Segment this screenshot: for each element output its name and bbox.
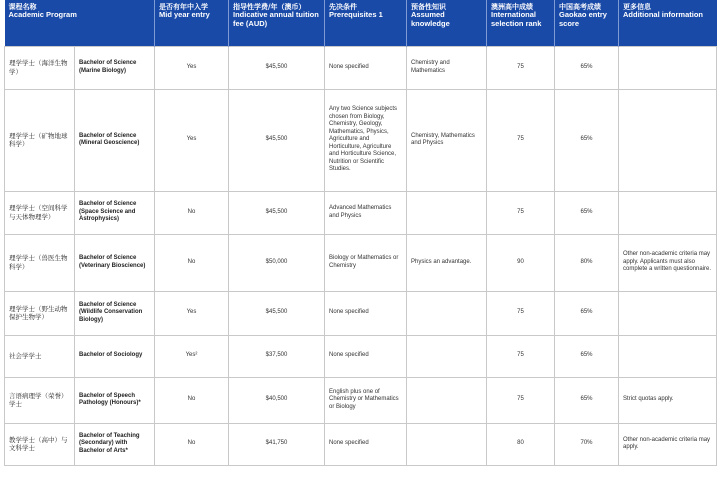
info bbox=[619, 291, 717, 335]
header-gaokao: 中国高考成绩 Gaokao entry score bbox=[555, 0, 619, 46]
program-zh: 教学学士（高中）与文科学士 bbox=[5, 423, 75, 465]
mid-year: Yes bbox=[155, 46, 229, 89]
program-en: Bachelor of Speech Pathology (Honours)* bbox=[75, 377, 155, 423]
mid-year: No bbox=[155, 234, 229, 291]
rank: 75 bbox=[487, 335, 555, 377]
fee: $45,500 bbox=[229, 191, 325, 234]
mid-year: No bbox=[155, 377, 229, 423]
assumed bbox=[407, 335, 487, 377]
table-row bbox=[5, 335, 717, 377]
mid-year: No bbox=[155, 423, 229, 465]
fee: $41,750 bbox=[229, 423, 325, 465]
fee: $45,500 bbox=[229, 89, 325, 191]
header-fee: 指导性学费/年（澳币） Indicative annual tuition fee (AUD) bbox=[229, 0, 325, 46]
prereq: None specified bbox=[325, 46, 407, 89]
fee: $37,500 bbox=[229, 335, 325, 377]
header-mid-year: 是否有年中入学 Mid year entry bbox=[155, 0, 229, 46]
header-info: 更多信息 Additional information bbox=[619, 0, 717, 46]
rank: 90 bbox=[487, 234, 555, 291]
prereq: None specified bbox=[325, 335, 407, 377]
program-zh: 社会学学士 bbox=[5, 335, 75, 377]
mid-year: Yes bbox=[155, 291, 229, 335]
info bbox=[619, 46, 717, 89]
assumed bbox=[407, 291, 487, 335]
rank: 75 bbox=[487, 89, 555, 191]
assumed bbox=[407, 191, 487, 234]
program-en: Bachelor of Science (Mineral Geoscience) bbox=[75, 89, 155, 191]
program-zh: 理学学士（野生动物保护生物学） bbox=[5, 291, 75, 335]
rank: 75 bbox=[487, 291, 555, 335]
mid-year: Yes² bbox=[155, 335, 229, 377]
header-assumed: 预备性知识 Assumed knowledge bbox=[407, 0, 487, 46]
info: Other non-academic criteria may apply. Applicants must also complete a written questionnaire. bbox=[619, 234, 717, 291]
prereq: Any two Science subjects chosen from Biology, Chemistry, Geology, Mathematics, Physics, Agriculture and Horticulture, Agriculture and Horticulture Science, Nutrition or Scientific Studies. bbox=[325, 89, 407, 191]
table-row bbox=[5, 89, 717, 191]
program-zh: 理学学士（兽医生物科学） bbox=[5, 234, 75, 291]
gaokao: 65% bbox=[555, 377, 619, 423]
program-en: Bachelor of Science (Wildlife Conservation Biology) bbox=[75, 291, 155, 335]
info: Other non-academic criteria may apply. bbox=[619, 423, 717, 465]
fee: $45,500 bbox=[229, 46, 325, 89]
gaokao: 65% bbox=[555, 191, 619, 234]
assumed bbox=[407, 423, 487, 465]
rank: 75 bbox=[487, 46, 555, 89]
table-row bbox=[5, 377, 717, 423]
header-prereq: 先决条件 Prerequisites 1 bbox=[325, 0, 407, 46]
mid-year: No bbox=[155, 191, 229, 234]
assumed: Chemistry and Mathematics bbox=[407, 46, 487, 89]
prereq: Advanced Mathematics and Physics bbox=[325, 191, 407, 234]
fee: $45,500 bbox=[229, 291, 325, 335]
gaokao: 65% bbox=[555, 46, 619, 89]
program-zh: 理学学士（空间科学与天体物理学） bbox=[5, 191, 75, 234]
program-en: Bachelor of Sociology bbox=[75, 335, 155, 377]
header-program: 课程名称 Academic Program bbox=[5, 0, 155, 46]
gaokao: 65% bbox=[555, 335, 619, 377]
program-zh: 理学学士（海洋生物学） bbox=[5, 46, 75, 89]
table-row bbox=[5, 423, 717, 465]
program-zh: 理学学士（矿物地球科学） bbox=[5, 89, 75, 191]
program-zh: 言语病理学（荣誉）学士 bbox=[5, 377, 75, 423]
header-row bbox=[5, 0, 717, 46]
table-row bbox=[5, 46, 717, 89]
rank: 80 bbox=[487, 423, 555, 465]
gaokao: 80% bbox=[555, 234, 619, 291]
prereq: None specified bbox=[325, 423, 407, 465]
assumed: Physics an advantage. bbox=[407, 234, 487, 291]
info bbox=[619, 89, 717, 191]
prereq: None specified bbox=[325, 291, 407, 335]
table-row bbox=[5, 234, 717, 291]
info bbox=[619, 335, 717, 377]
program-en: Bachelor of Science (Space Science and Astrophysics) bbox=[75, 191, 155, 234]
mid-year: Yes bbox=[155, 89, 229, 191]
prereq: Biology or Mathematics or Chemistry bbox=[325, 234, 407, 291]
assumed bbox=[407, 377, 487, 423]
info bbox=[619, 191, 717, 234]
program-en: Bachelor of Teaching (Secondary) with Bachelor of Arts* bbox=[75, 423, 155, 465]
prereq: English plus one of Chemistry or Mathematics or Biology bbox=[325, 377, 407, 423]
assumed: Chemistry, Mathematics and Physics bbox=[407, 89, 487, 191]
fee: $40,500 bbox=[229, 377, 325, 423]
program-table bbox=[4, 0, 717, 466]
info: Strict quotas apply. bbox=[619, 377, 717, 423]
table-row bbox=[5, 291, 717, 335]
fee: $50,000 bbox=[229, 234, 325, 291]
program-en: Bachelor of Science (Marine Biology) bbox=[75, 46, 155, 89]
gaokao: 70% bbox=[555, 423, 619, 465]
rank: 75 bbox=[487, 377, 555, 423]
header-rank: 澳洲高中成绩 International selection rank bbox=[487, 0, 555, 46]
table-row bbox=[5, 191, 717, 234]
gaokao: 65% bbox=[555, 291, 619, 335]
rank: 75 bbox=[487, 191, 555, 234]
gaokao: 65% bbox=[555, 89, 619, 191]
program-en: Bachelor of Science (Veterinary Bioscience) bbox=[75, 234, 155, 291]
